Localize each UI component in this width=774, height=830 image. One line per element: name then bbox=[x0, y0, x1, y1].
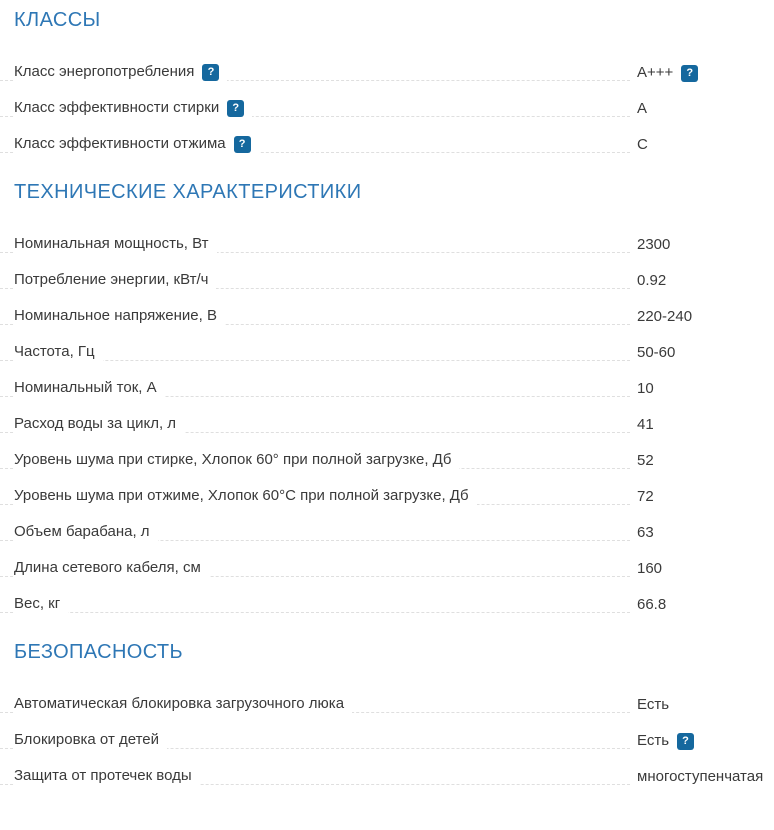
spec-value-text: 52 bbox=[637, 452, 654, 469]
spec-label bbox=[14, 63, 227, 81]
spec-value bbox=[637, 452, 654, 470]
spec-value bbox=[637, 488, 654, 506]
spec-row bbox=[14, 235, 760, 253]
spec-label bbox=[14, 379, 165, 397]
spec-label bbox=[14, 731, 167, 749]
spec-row bbox=[14, 695, 760, 713]
spec-label bbox=[14, 415, 184, 433]
dotted-leader-line bbox=[0, 612, 630, 613]
spec-value bbox=[637, 524, 654, 542]
section-title: КЛАССЫ bbox=[14, 9, 101, 31]
spec-section bbox=[14, 641, 764, 785]
section-rows bbox=[14, 695, 764, 785]
spec-label-text: Частота, Гц bbox=[14, 343, 95, 360]
value-help-icon[interactable]: ? bbox=[677, 733, 694, 750]
spec-value bbox=[637, 344, 675, 362]
spec-label bbox=[14, 135, 259, 153]
section-rows bbox=[14, 235, 760, 613]
spec-value-text: A bbox=[637, 100, 648, 117]
spec-label-text: Защита от протечек воды bbox=[14, 767, 192, 784]
spec-label bbox=[14, 695, 352, 713]
spec-row bbox=[14, 415, 760, 433]
spec-value-text: 66.8 bbox=[637, 596, 667, 613]
spec-row bbox=[14, 99, 760, 117]
spec-value-text: C bbox=[637, 136, 648, 153]
section-title: БЕЗОПАСНОСТЬ bbox=[14, 641, 184, 663]
spec-label-text: Номинальный ток, А bbox=[14, 379, 157, 396]
spec-value-text: 220-240 bbox=[637, 308, 693, 325]
spec-label-text: Расход воды за цикл, л bbox=[14, 415, 177, 432]
label-help-icon[interactable]: ? bbox=[234, 136, 251, 153]
spec-value bbox=[637, 596, 666, 614]
spec-label-text: Автоматическая блокировка загрузочного люка bbox=[14, 695, 345, 712]
spec-value bbox=[637, 380, 654, 398]
spec-value-text: 2300 bbox=[637, 236, 671, 253]
spec-value bbox=[637, 416, 654, 434]
spec-row bbox=[14, 451, 760, 469]
spec-row bbox=[14, 135, 760, 153]
spec-row bbox=[14, 487, 760, 505]
spec-label-text: Класс эффективности стирки bbox=[14, 99, 220, 116]
spec-value-text: 72 bbox=[637, 488, 654, 505]
spec-label-text: Номинальная мощность, Вт bbox=[14, 235, 209, 252]
spec-label-text: Класс энергопотребления bbox=[14, 63, 195, 80]
spec-row bbox=[14, 307, 760, 325]
spec-value bbox=[637, 136, 648, 154]
spec-section bbox=[14, 9, 760, 153]
spec-value-text: 160 bbox=[637, 560, 663, 577]
spec-row bbox=[14, 559, 760, 577]
spec-row bbox=[14, 343, 760, 361]
spec-value bbox=[637, 768, 763, 786]
label-help-icon[interactable]: ? bbox=[202, 64, 219, 81]
spec-label-text: Номинальное напряжение, В bbox=[14, 307, 217, 324]
spec-value bbox=[637, 732, 694, 750]
spec-label bbox=[14, 451, 459, 469]
spec-value-text: Есть bbox=[637, 696, 670, 713]
spec-label-text: Уровень шума при стирке, Хлопок 60° при полной загрузке, Дб bbox=[14, 451, 452, 468]
spec-label-text: Класс эффективности отжима bbox=[14, 135, 226, 152]
spec-label bbox=[14, 767, 200, 785]
spec-value bbox=[637, 64, 698, 82]
spec-label bbox=[14, 271, 216, 289]
spec-value bbox=[637, 696, 669, 714]
spec-label bbox=[14, 307, 225, 325]
spec-value bbox=[637, 100, 647, 118]
spec-label bbox=[14, 487, 477, 505]
value-help-icon[interactable]: ? bbox=[681, 65, 698, 82]
spec-section bbox=[14, 181, 760, 613]
section-title: ТЕХНИЧЕСКИЕ ХАРАКТЕРИСТИКИ bbox=[14, 181, 362, 203]
spec-row bbox=[14, 595, 760, 613]
spec-value bbox=[637, 272, 666, 290]
spec-value-text: A+++ bbox=[637, 64, 674, 81]
spec-value-text: 0.92 bbox=[637, 272, 667, 289]
spec-value-text: многоступенчатая bbox=[637, 768, 764, 785]
spec-label-text: Длина сетевого кабеля, см bbox=[14, 559, 201, 576]
section-rows bbox=[14, 63, 760, 153]
spec-value bbox=[637, 308, 692, 326]
spec-label-text: Объем барабана, л bbox=[14, 523, 150, 540]
spec-value-text: 50-60 bbox=[637, 344, 676, 361]
spec-label-text: Вес, кг bbox=[14, 595, 61, 612]
spec-value-text: 10 bbox=[637, 380, 654, 397]
spec-value bbox=[637, 560, 662, 578]
label-help-icon[interactable]: ? bbox=[227, 100, 244, 117]
spec-label bbox=[14, 559, 209, 577]
spec-value-text: 41 bbox=[637, 416, 654, 433]
spec-label bbox=[14, 99, 252, 117]
spec-value bbox=[637, 236, 670, 254]
spec-value-text: 63 bbox=[637, 524, 654, 541]
spec-row bbox=[14, 379, 760, 397]
spec-label-text: Уровень шума при отжиме, Хлопок 60°С при полной загрузке, Дб bbox=[14, 487, 469, 504]
spec-label bbox=[14, 595, 68, 613]
spec-row bbox=[14, 523, 760, 541]
spec-label bbox=[14, 523, 158, 541]
spec-label-text: Потребление энергии, кВт/ч bbox=[14, 271, 209, 288]
spec-label-text: Блокировка от детей bbox=[14, 731, 160, 748]
spec-label bbox=[14, 343, 103, 361]
spec-row bbox=[14, 271, 760, 289]
spec-row bbox=[14, 63, 760, 81]
spec-value-text: Есть bbox=[637, 732, 670, 749]
spec-row bbox=[14, 731, 760, 749]
spec-row bbox=[14, 767, 764, 785]
spec-label bbox=[14, 235, 217, 253]
